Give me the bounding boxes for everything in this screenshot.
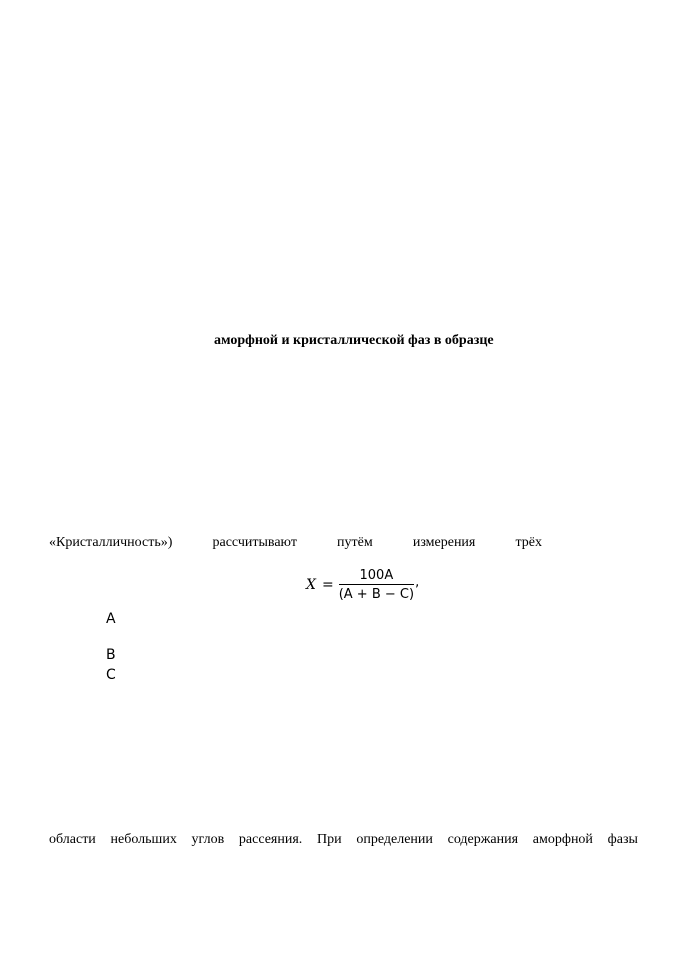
formula-comma: , [415, 575, 420, 590]
word: «Кристалличность») [49, 535, 173, 550]
word: путём [337, 535, 373, 550]
word: определении [356, 832, 433, 847]
paragraph-line-2 [49, 832, 638, 848]
word: аморфной [532, 832, 593, 847]
word: содержания [447, 832, 519, 847]
word: измерения [412, 535, 476, 550]
paragraph-line-1 [49, 535, 542, 551]
formula-denominator: (A + B − C) [338, 587, 415, 602]
formula-equals: = [321, 577, 334, 593]
word: трёх [515, 535, 542, 550]
word: рассеяния. [238, 832, 303, 847]
word: области [49, 832, 96, 847]
word: При [317, 832, 342, 847]
formula-fraction [339, 568, 414, 602]
word: небольших [110, 832, 177, 847]
word: углов [191, 832, 225, 847]
crystallinity-formula [306, 568, 419, 602]
formula-variable: X [306, 577, 316, 593]
word: рассчитывают [212, 535, 297, 550]
section-heading: аморфной и кристаллической фаз в образце [214, 333, 494, 348]
legend-item-c: C [106, 667, 116, 683]
formula-numerator: 100A [339, 568, 414, 585]
legend-item-b: B [106, 647, 116, 663]
legend-item-a: A [106, 611, 116, 627]
word: фазы [607, 832, 638, 847]
